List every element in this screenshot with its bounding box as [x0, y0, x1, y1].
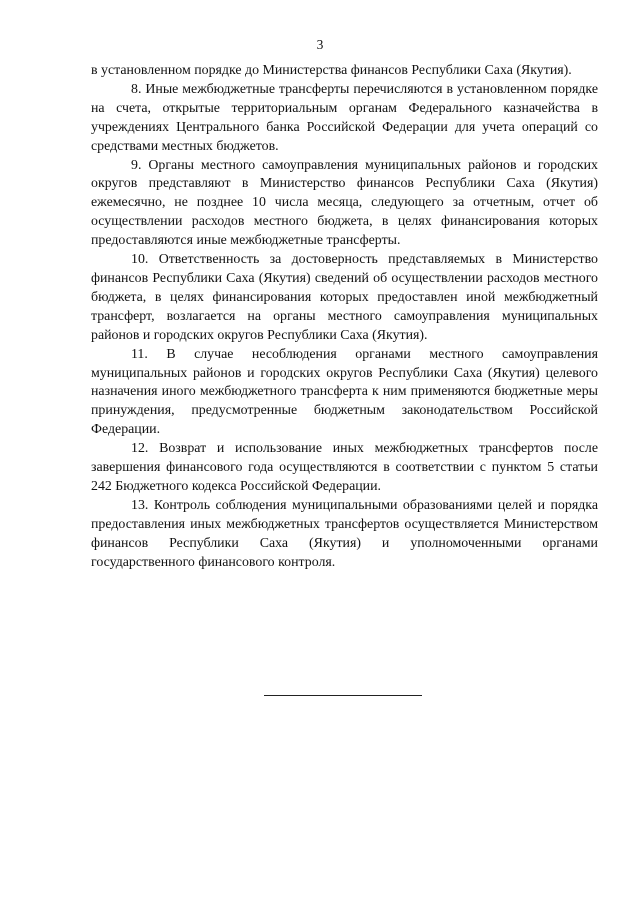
paragraph-item-12: 12. Возврат и использование иных межбюджетных трансфертов после завершения финансового года осуществляются в соответствии с пунктом 5 статьи 242 Бюджетного кодекса Российской Федерации.	[91, 441, 598, 494]
paragraph-item-9: 9. Органы местного самоуправления муниципальных районов и городских округов представляют в Министерство финансов Республики Саха (Якутия) ежемесячно, не позднее 10 числа месяца, следующего за отчетным, отчет об осуществлении расходов местного бюджета, в целях финансирования которых предоставляются иные межбюджетные трансферты.	[91, 157, 598, 249]
closing-rule-line	[264, 695, 422, 696]
page-number: 3	[316, 37, 324, 52]
paragraph-item-13: 13. Контроль соблюдения муниципальными образованиями целей и порядка предоставления иных межбюджетных трансфертов осуществляется Министерством финансов Республики Саха (Якутия) и уполномоченными органами государственного финансового контроля.	[91, 497, 598, 570]
document-body	[91, 62, 598, 572]
paragraph-continuation: в установленном порядке до Министерства финансов Республики Саха (Якутия).	[91, 63, 572, 78]
paragraph-item-8: 8. Иные межбюджетные трансферты перечисляются в установленном порядке на счета, открытые территориальным органам Федерального казначейства в учреждениях Центрального банка Российской Федерации для учета операций со средствами местных бюджетов.	[91, 81, 598, 154]
paragraph-item-11: 11. В случае несоблюдения органами местного самоуправления муниципальных районов и городских округов Республики Саха (Якутия) целевого назначения иного межбюджетного трансферта к ним применяются бюджетные меры принуждения, предусмотренные бюджетным законодательством Российской Федерации.	[91, 346, 598, 438]
paragraph-item-10: 10. Ответственность за достоверность представляемых в Министерство финансов Республики Саха (Якутия) сведений об осуществлении расходов местного бюджета, в целях финансирования которых предоставлен иной межбюджетный трансферт, возлагается на органы местного самоуправления муниципальных районов и городских округов Республики Саха (Якутия).	[91, 252, 598, 343]
